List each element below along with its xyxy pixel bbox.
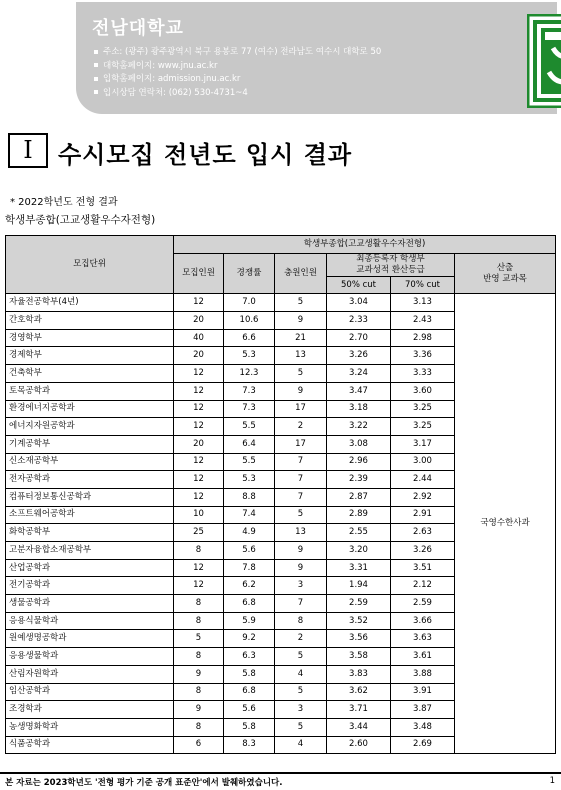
footer-divider [0, 772, 561, 774]
cut70-cell: 3.66 [391, 612, 455, 630]
cut70-cell: 3.25 [391, 400, 455, 418]
col-rate-header: 경쟁률 [224, 253, 275, 294]
dept-name-cell: 화학공학부 [6, 524, 174, 542]
cut70-cell: 3.00 [391, 453, 455, 471]
dept-name-cell: 간호학과 [6, 312, 174, 330]
quota-cell: 12 [174, 418, 224, 436]
extra-cell: 5 [275, 683, 327, 701]
cut70-cell: 2.98 [391, 329, 455, 347]
col-50-cut-header: 50% cut [327, 276, 391, 294]
quota-cell: 25 [174, 524, 224, 542]
dept-name-cell: 에너지자원공학과 [6, 418, 174, 436]
rate-cell: 8.3 [224, 736, 275, 754]
dept-name-cell: 전기공학과 [6, 577, 174, 595]
year-note: * 2022학년도 전형 결과 [10, 197, 118, 208]
extra-cell: 9 [275, 542, 327, 560]
cut50-cell: 3.22 [327, 418, 391, 436]
extra-cell: 13 [275, 347, 327, 365]
rate-cell: 7.3 [224, 400, 275, 418]
quota-cell: 8 [174, 718, 224, 736]
table-row [6, 294, 556, 312]
quota-cell: 8 [174, 542, 224, 560]
header-band [76, 2, 557, 114]
cut70-cell: 2.69 [391, 736, 455, 754]
extra-cell: 9 [275, 382, 327, 400]
rate-cell: 12.3 [224, 365, 275, 383]
extra-cell: 5 [275, 365, 327, 383]
page-number: 1 [549, 776, 555, 786]
extra-cell: 5 [275, 506, 327, 524]
info-admission-homepage: 입학홈페이지: admission.jnu.ac.kr [94, 73, 381, 87]
quota-cell: 20 [174, 312, 224, 330]
dept-name-cell: 경제학부 [6, 347, 174, 365]
cut70-cell: 3.25 [391, 418, 455, 436]
quota-cell: 8 [174, 683, 224, 701]
col-unit-header: 모집단위 [6, 236, 174, 294]
dept-name-cell: 신소재공학부 [6, 453, 174, 471]
group-header: 학생부종합(고교생활우수자전형) [174, 236, 556, 254]
cut50-cell: 3.26 [327, 347, 391, 365]
cut50-cell: 2.60 [327, 736, 391, 754]
extra-cell: 17 [275, 400, 327, 418]
dept-name-cell: 응용식물학과 [6, 612, 174, 630]
extra-cell: 5 [275, 294, 327, 312]
dept-name-cell: 기계공학부 [6, 435, 174, 453]
cut70-cell: 2.91 [391, 506, 455, 524]
cut50-cell: 3.52 [327, 612, 391, 630]
extra-cell: 9 [275, 559, 327, 577]
cut50-cell: 3.20 [327, 542, 391, 560]
dept-name-cell: 전자공학과 [6, 471, 174, 489]
extra-cell: 3 [275, 701, 327, 719]
cut70-cell: 3.26 [391, 542, 455, 560]
extra-cell: 7 [275, 595, 327, 613]
quota-cell: 20 [174, 435, 224, 453]
rate-cell: 5.6 [224, 542, 275, 560]
dept-name-cell: 생물공학과 [6, 595, 174, 613]
extra-cell: 5 [275, 718, 327, 736]
rate-cell: 6.3 [224, 648, 275, 666]
contact-info-list [94, 46, 381, 100]
rate-cell: 5.6 [224, 701, 275, 719]
rate-cell: 7.0 [224, 294, 275, 312]
quota-cell: 12 [174, 400, 224, 418]
cut50-cell: 3.31 [327, 559, 391, 577]
rate-cell: 7.4 [224, 506, 275, 524]
extra-cell: 17 [275, 435, 327, 453]
rate-cell: 6.8 [224, 595, 275, 613]
rate-cell: 5.3 [224, 347, 275, 365]
cut50-cell: 3.47 [327, 382, 391, 400]
cut70-cell: 2.63 [391, 524, 455, 542]
cut50-cell: 2.39 [327, 471, 391, 489]
quota-cell: 10 [174, 506, 224, 524]
dept-name-cell: 산업공학과 [6, 559, 174, 577]
col-grade-header: 최종등록자 학생부 교과성적 환산등급 [327, 253, 455, 276]
admission-type-label: 학생부종합(고교생활우수자전형) [5, 214, 156, 226]
info-university-homepage: 대학홈페이지: www.jnu.ac.kr [94, 60, 381, 74]
dept-name-cell: 자율전공학부(4년) [6, 294, 174, 312]
extra-cell: 4 [275, 736, 327, 754]
col-extra-header: 충원인원 [275, 253, 327, 294]
dept-name-cell: 고분자융합소재공학부 [6, 542, 174, 560]
rate-cell: 5.3 [224, 471, 275, 489]
dept-name-cell: 경영학부 [6, 329, 174, 347]
info-address: 주소: (광주) 광주광역시 북구 용봉로 77 (여수) 전라남도 여수시 대학로 50 [94, 46, 381, 60]
cut50-cell: 1.94 [327, 577, 391, 595]
cut70-cell: 2.59 [391, 595, 455, 613]
quota-cell: 12 [174, 577, 224, 595]
extra-cell: 21 [275, 329, 327, 347]
quota-cell: 20 [174, 347, 224, 365]
cut50-cell: 3.56 [327, 630, 391, 648]
quota-cell: 12 [174, 471, 224, 489]
rate-cell: 6.4 [224, 435, 275, 453]
cut50-cell: 3.18 [327, 400, 391, 418]
extra-cell: 8 [275, 612, 327, 630]
cut50-cell: 2.55 [327, 524, 391, 542]
quota-cell: 8 [174, 595, 224, 613]
cut70-cell: 2.92 [391, 488, 455, 506]
dept-name-cell: 컴퓨터정보통신공학과 [6, 488, 174, 506]
rate-cell: 5.8 [224, 665, 275, 683]
extra-cell: 2 [275, 418, 327, 436]
info-contact-phone: 입시상담 연락처: (062) 530-4731~4 [94, 87, 381, 101]
cut70-cell: 3.88 [391, 665, 455, 683]
quota-cell: 40 [174, 329, 224, 347]
subject-cell: 국영수한사과 [455, 294, 556, 754]
cut70-cell: 3.91 [391, 683, 455, 701]
quota-cell: 12 [174, 453, 224, 471]
dept-name-cell: 식품공학과 [6, 736, 174, 754]
dept-name-cell: 농생명화학과 [6, 718, 174, 736]
quota-cell: 12 [174, 559, 224, 577]
extra-cell: 5 [275, 648, 327, 666]
cut70-cell: 3.13 [391, 294, 455, 312]
dept-name-cell: 건축학부 [6, 365, 174, 383]
cut70-cell: 3.17 [391, 435, 455, 453]
cut50-cell: 3.58 [327, 648, 391, 666]
cut50-cell: 3.62 [327, 683, 391, 701]
rate-cell: 5.5 [224, 453, 275, 471]
cut50-cell: 3.08 [327, 435, 391, 453]
rate-cell: 5.9 [224, 612, 275, 630]
quota-cell: 8 [174, 648, 224, 666]
dept-name-cell: 조경학과 [6, 701, 174, 719]
section-number: I [8, 133, 48, 168]
cut70-cell: 2.43 [391, 312, 455, 330]
rate-cell: 7.3 [224, 382, 275, 400]
dept-name-cell: 임산공학과 [6, 683, 174, 701]
quota-cell: 9 [174, 701, 224, 719]
dept-name-cell: 산림자원학과 [6, 665, 174, 683]
rate-cell: 5.5 [224, 418, 275, 436]
quota-cell: 12 [174, 365, 224, 383]
cut70-cell: 2.44 [391, 471, 455, 489]
cut70-cell: 3.48 [391, 718, 455, 736]
quota-cell: 5 [174, 630, 224, 648]
rate-cell: 4.9 [224, 524, 275, 542]
cut70-cell: 3.36 [391, 347, 455, 365]
extra-cell: 13 [275, 524, 327, 542]
dept-name-cell: 토목공학과 [6, 382, 174, 400]
rate-cell: 8.8 [224, 488, 275, 506]
extra-cell: 4 [275, 665, 327, 683]
cut50-cell: 3.04 [327, 294, 391, 312]
quota-cell: 8 [174, 612, 224, 630]
results-table [5, 235, 556, 754]
extra-cell: 7 [275, 453, 327, 471]
cut50-cell: 2.33 [327, 312, 391, 330]
extra-cell: 2 [275, 630, 327, 648]
cut70-cell: 3.51 [391, 559, 455, 577]
cut50-cell: 2.96 [327, 453, 391, 471]
rate-cell: 6.2 [224, 577, 275, 595]
cut50-cell: 3.44 [327, 718, 391, 736]
page-title: 수시모집 전년도 입시 결과 [58, 141, 353, 169]
quota-cell: 6 [174, 736, 224, 754]
quota-cell: 9 [174, 665, 224, 683]
results-body [6, 294, 556, 754]
footer-source-note: 본 자료는 2023학년도 '전형 평가 기준 공개 표준안'에서 발췌하였습니다. [5, 778, 283, 788]
dept-name-cell: 환경에너지공학과 [6, 400, 174, 418]
dept-name-cell: 소프트웨어공학과 [6, 506, 174, 524]
extra-cell: 3 [275, 577, 327, 595]
university-emblem-icon [527, 14, 561, 108]
cut70-cell: 3.61 [391, 648, 455, 666]
cut50-cell: 3.71 [327, 701, 391, 719]
cut50-cell: 2.89 [327, 506, 391, 524]
extra-cell: 7 [275, 471, 327, 489]
rate-cell: 6.8 [224, 683, 275, 701]
col-subject-header: 산출 반영 교과목 [455, 253, 556, 294]
extra-cell: 7 [275, 488, 327, 506]
cut50-cell: 2.70 [327, 329, 391, 347]
quota-cell: 12 [174, 382, 224, 400]
school-name: 전남대학교 [92, 18, 184, 39]
col-70-cut-header: 70% cut [391, 276, 455, 294]
cut70-cell: 2.12 [391, 577, 455, 595]
rate-cell: 7.8 [224, 559, 275, 577]
extra-cell: 9 [275, 312, 327, 330]
cut50-cell: 3.24 [327, 365, 391, 383]
quota-cell: 12 [174, 488, 224, 506]
rate-cell: 10.6 [224, 312, 275, 330]
rate-cell: 9.2 [224, 630, 275, 648]
dept-name-cell: 응용생물학과 [6, 648, 174, 666]
rate-cell: 6.6 [224, 329, 275, 347]
dept-name-cell: 원예생명공학과 [6, 630, 174, 648]
cut70-cell: 3.60 [391, 382, 455, 400]
cut70-cell: 3.63 [391, 630, 455, 648]
cut50-cell: 2.59 [327, 595, 391, 613]
col-quota-header: 모집인원 [174, 253, 224, 294]
cut50-cell: 3.83 [327, 665, 391, 683]
quota-cell: 12 [174, 294, 224, 312]
cut70-cell: 3.33 [391, 365, 455, 383]
rate-cell: 5.8 [224, 718, 275, 736]
cut50-cell: 2.87 [327, 488, 391, 506]
cut70-cell: 3.87 [391, 701, 455, 719]
